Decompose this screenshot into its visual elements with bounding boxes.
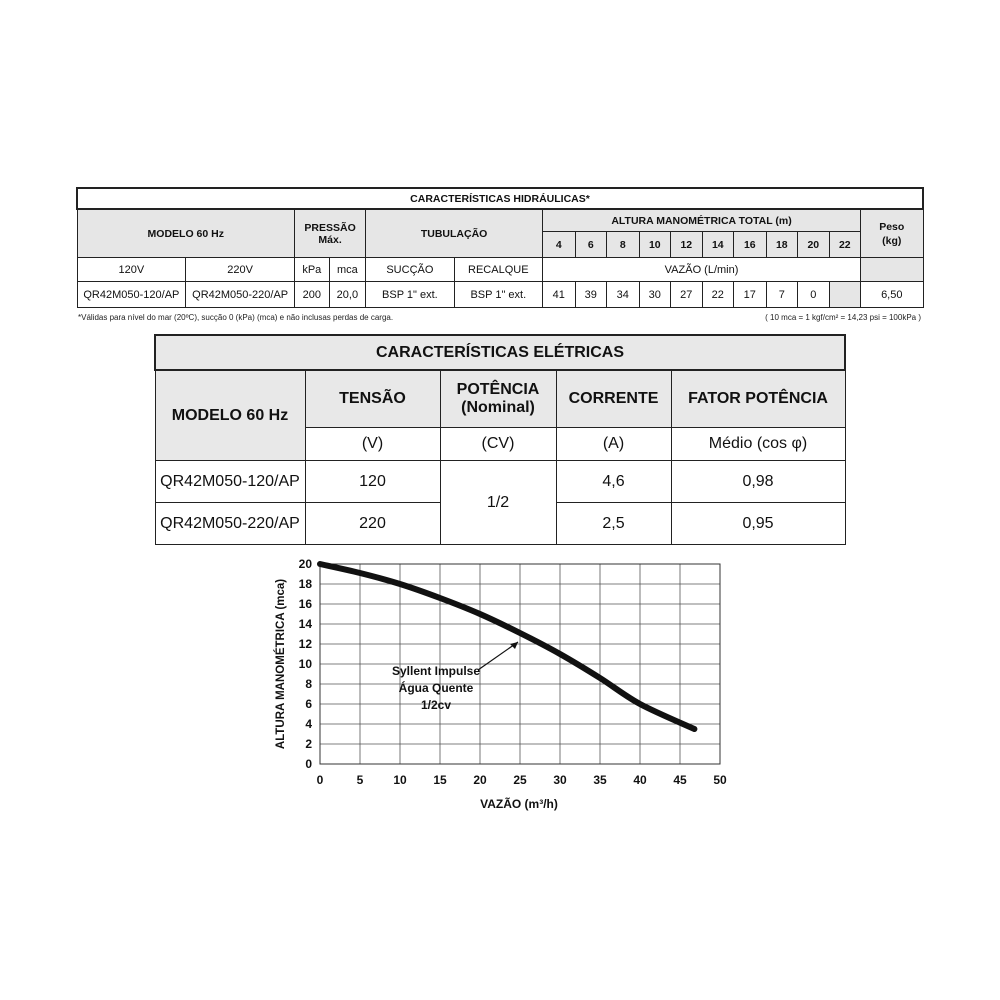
chart-annotation xyxy=(392,642,518,712)
chart-ticks xyxy=(299,557,727,787)
performance-chart xyxy=(262,552,742,820)
ele-power-header xyxy=(440,370,556,428)
flow-value: 17 xyxy=(734,282,767,308)
head-value: 16 xyxy=(734,232,767,258)
chart-grid xyxy=(320,564,720,764)
unit-220v: 220V xyxy=(186,258,295,282)
unit-suction: SUCÇÃO xyxy=(366,258,454,282)
y-tick-label: 8 xyxy=(305,677,312,691)
chart-y-axis-label: ALTURA MANOMÉTRICA (mca) xyxy=(275,578,287,750)
head-value: 8 xyxy=(607,232,640,258)
hyd-pressure-sub: Máx. xyxy=(318,233,342,246)
data-suction: BSP 1" ext. xyxy=(366,282,454,308)
data-model-120: QR42M050-120/AP xyxy=(77,282,186,308)
flow-value: 27 xyxy=(671,282,703,308)
y-tick-label: 4 xyxy=(305,717,312,731)
x-tick-label: 25 xyxy=(513,773,527,787)
electrical-table xyxy=(154,334,846,545)
flow-value: 22 xyxy=(702,282,734,308)
ele-model: QR42M050-220/AP xyxy=(155,503,305,545)
data-kpa: 200 xyxy=(295,282,330,308)
hyd-pressure-label: PRESSÃO xyxy=(304,221,356,234)
flow-value: 34 xyxy=(607,282,640,308)
unit-120v: 120V xyxy=(77,258,186,282)
flow-value: 0 xyxy=(798,282,830,308)
flow-value: 7 xyxy=(766,282,798,308)
unit-flow: VAZÃO (L/min) xyxy=(543,258,861,282)
ele-voltage-header: TENSÃO xyxy=(305,370,440,428)
annotation-pointer-line xyxy=(478,642,518,670)
y-tick-label: 10 xyxy=(298,657,312,671)
ele-pf: 0,95 xyxy=(671,503,845,545)
hyd-weight-unit: (kg) xyxy=(882,234,902,247)
ele-current-unit: (A) xyxy=(556,428,671,461)
annotation-arrowhead xyxy=(510,642,518,649)
head-value: 22 xyxy=(829,232,861,258)
x-tick-label: 5 xyxy=(356,773,364,787)
ele-power-value: 1/2 xyxy=(440,461,556,545)
y-tick-label: 18 xyxy=(298,577,312,591)
hydraulic-footnote: *Válidas para nível do mar (20ºC), sucção 0 (kPa) (mca) e não inclusas perdas de carga. xyxy=(78,313,394,322)
y-tick-label: 2 xyxy=(305,737,312,751)
x-tick-label: 10 xyxy=(393,773,407,787)
x-tick-label: 50 xyxy=(713,773,727,787)
hyd-tubing-header: TUBULAÇÃO xyxy=(366,209,543,258)
x-tick-label: 45 xyxy=(673,773,687,787)
data-mca: 20,0 xyxy=(329,282,366,308)
y-tick-label: 14 xyxy=(298,617,312,631)
ele-model: QR42M050-120/AP xyxy=(155,461,305,503)
head-value: 12 xyxy=(671,232,703,258)
annotation-line-1: Syllent Impulse xyxy=(391,664,481,678)
unit-kpa: kPa xyxy=(295,258,330,282)
hyd-weight-label: Peso xyxy=(879,220,905,233)
head-value: 18 xyxy=(766,232,798,258)
annotation-line-2: Água Quente xyxy=(398,681,474,695)
chart-x-axis-label: VAZÃO (m³/h) xyxy=(480,797,558,811)
y-tick-label: 12 xyxy=(298,637,312,651)
head-value: 6 xyxy=(575,232,607,258)
head-value: 20 xyxy=(798,232,830,258)
x-tick-label: 40 xyxy=(633,773,647,787)
ele-power-label: POTÊNCIA xyxy=(456,381,540,398)
ele-model-header: MODELO 60 Hz xyxy=(155,370,305,461)
flow-value-empty xyxy=(829,282,861,308)
electrical-title: CARACTERÍSTICAS ELÉTRICAS xyxy=(155,335,845,370)
ele-pf: 0,98 xyxy=(671,461,845,503)
x-tick-label: 20 xyxy=(473,773,487,787)
ele-voltage: 220 xyxy=(305,503,440,545)
ele-pf-header: FATOR POTÊNCIA xyxy=(671,370,845,428)
y-tick-label: 0 xyxy=(305,757,312,771)
hyd-model-header: MODELO 60 Hz xyxy=(77,209,295,258)
head-value: 14 xyxy=(702,232,734,258)
data-model-220: QR42M050-220/AP xyxy=(186,282,295,308)
annotation-line-3: 1/2cv xyxy=(420,698,452,712)
ele-current: 4,6 xyxy=(556,461,671,503)
y-tick-label: 16 xyxy=(298,597,312,611)
y-tick-label: 6 xyxy=(305,697,312,711)
unit-mca: mca xyxy=(329,258,366,282)
y-tick-label: 20 xyxy=(298,557,312,571)
ele-voltage-unit: (V) xyxy=(305,428,440,461)
hydraulic-title: CARACTERÍSTICAS HIDRÁULICAS* xyxy=(77,188,923,209)
unit-conversion-note: ( 10 mca = 1 kgf/cm² = 14,23 psi = 100kPa ) xyxy=(765,313,921,322)
x-tick-label: 35 xyxy=(593,773,607,787)
hyd-weight-header xyxy=(861,209,923,258)
ele-current-header: CORRENTE xyxy=(556,370,671,428)
ele-voltage: 120 xyxy=(305,461,440,503)
unit-weight-blank xyxy=(861,258,923,282)
ele-pf-unit: Médio (cos φ) xyxy=(671,428,845,461)
flow-value: 30 xyxy=(639,282,671,308)
data-weight: 6,50 xyxy=(861,282,923,308)
x-tick-label: 30 xyxy=(553,773,567,787)
hydraulic-table xyxy=(76,187,924,308)
flow-value: 39 xyxy=(575,282,607,308)
head-value: 10 xyxy=(639,232,671,258)
head-value: 4 xyxy=(543,232,576,258)
flow-value: 41 xyxy=(543,282,576,308)
ele-power-sub: (Nominal) xyxy=(461,399,535,416)
data-discharge: BSP 1" ext. xyxy=(454,282,542,308)
ele-power-unit: (CV) xyxy=(440,428,556,461)
hyd-pressure-header xyxy=(295,209,366,258)
unit-discharge: RECALQUE xyxy=(454,258,542,282)
hyd-head-header: ALTURA MANOMÉTRICA TOTAL (m) xyxy=(543,209,861,232)
x-tick-label: 0 xyxy=(316,773,324,787)
ele-current: 2,5 xyxy=(556,503,671,545)
x-tick-label: 15 xyxy=(433,773,447,787)
